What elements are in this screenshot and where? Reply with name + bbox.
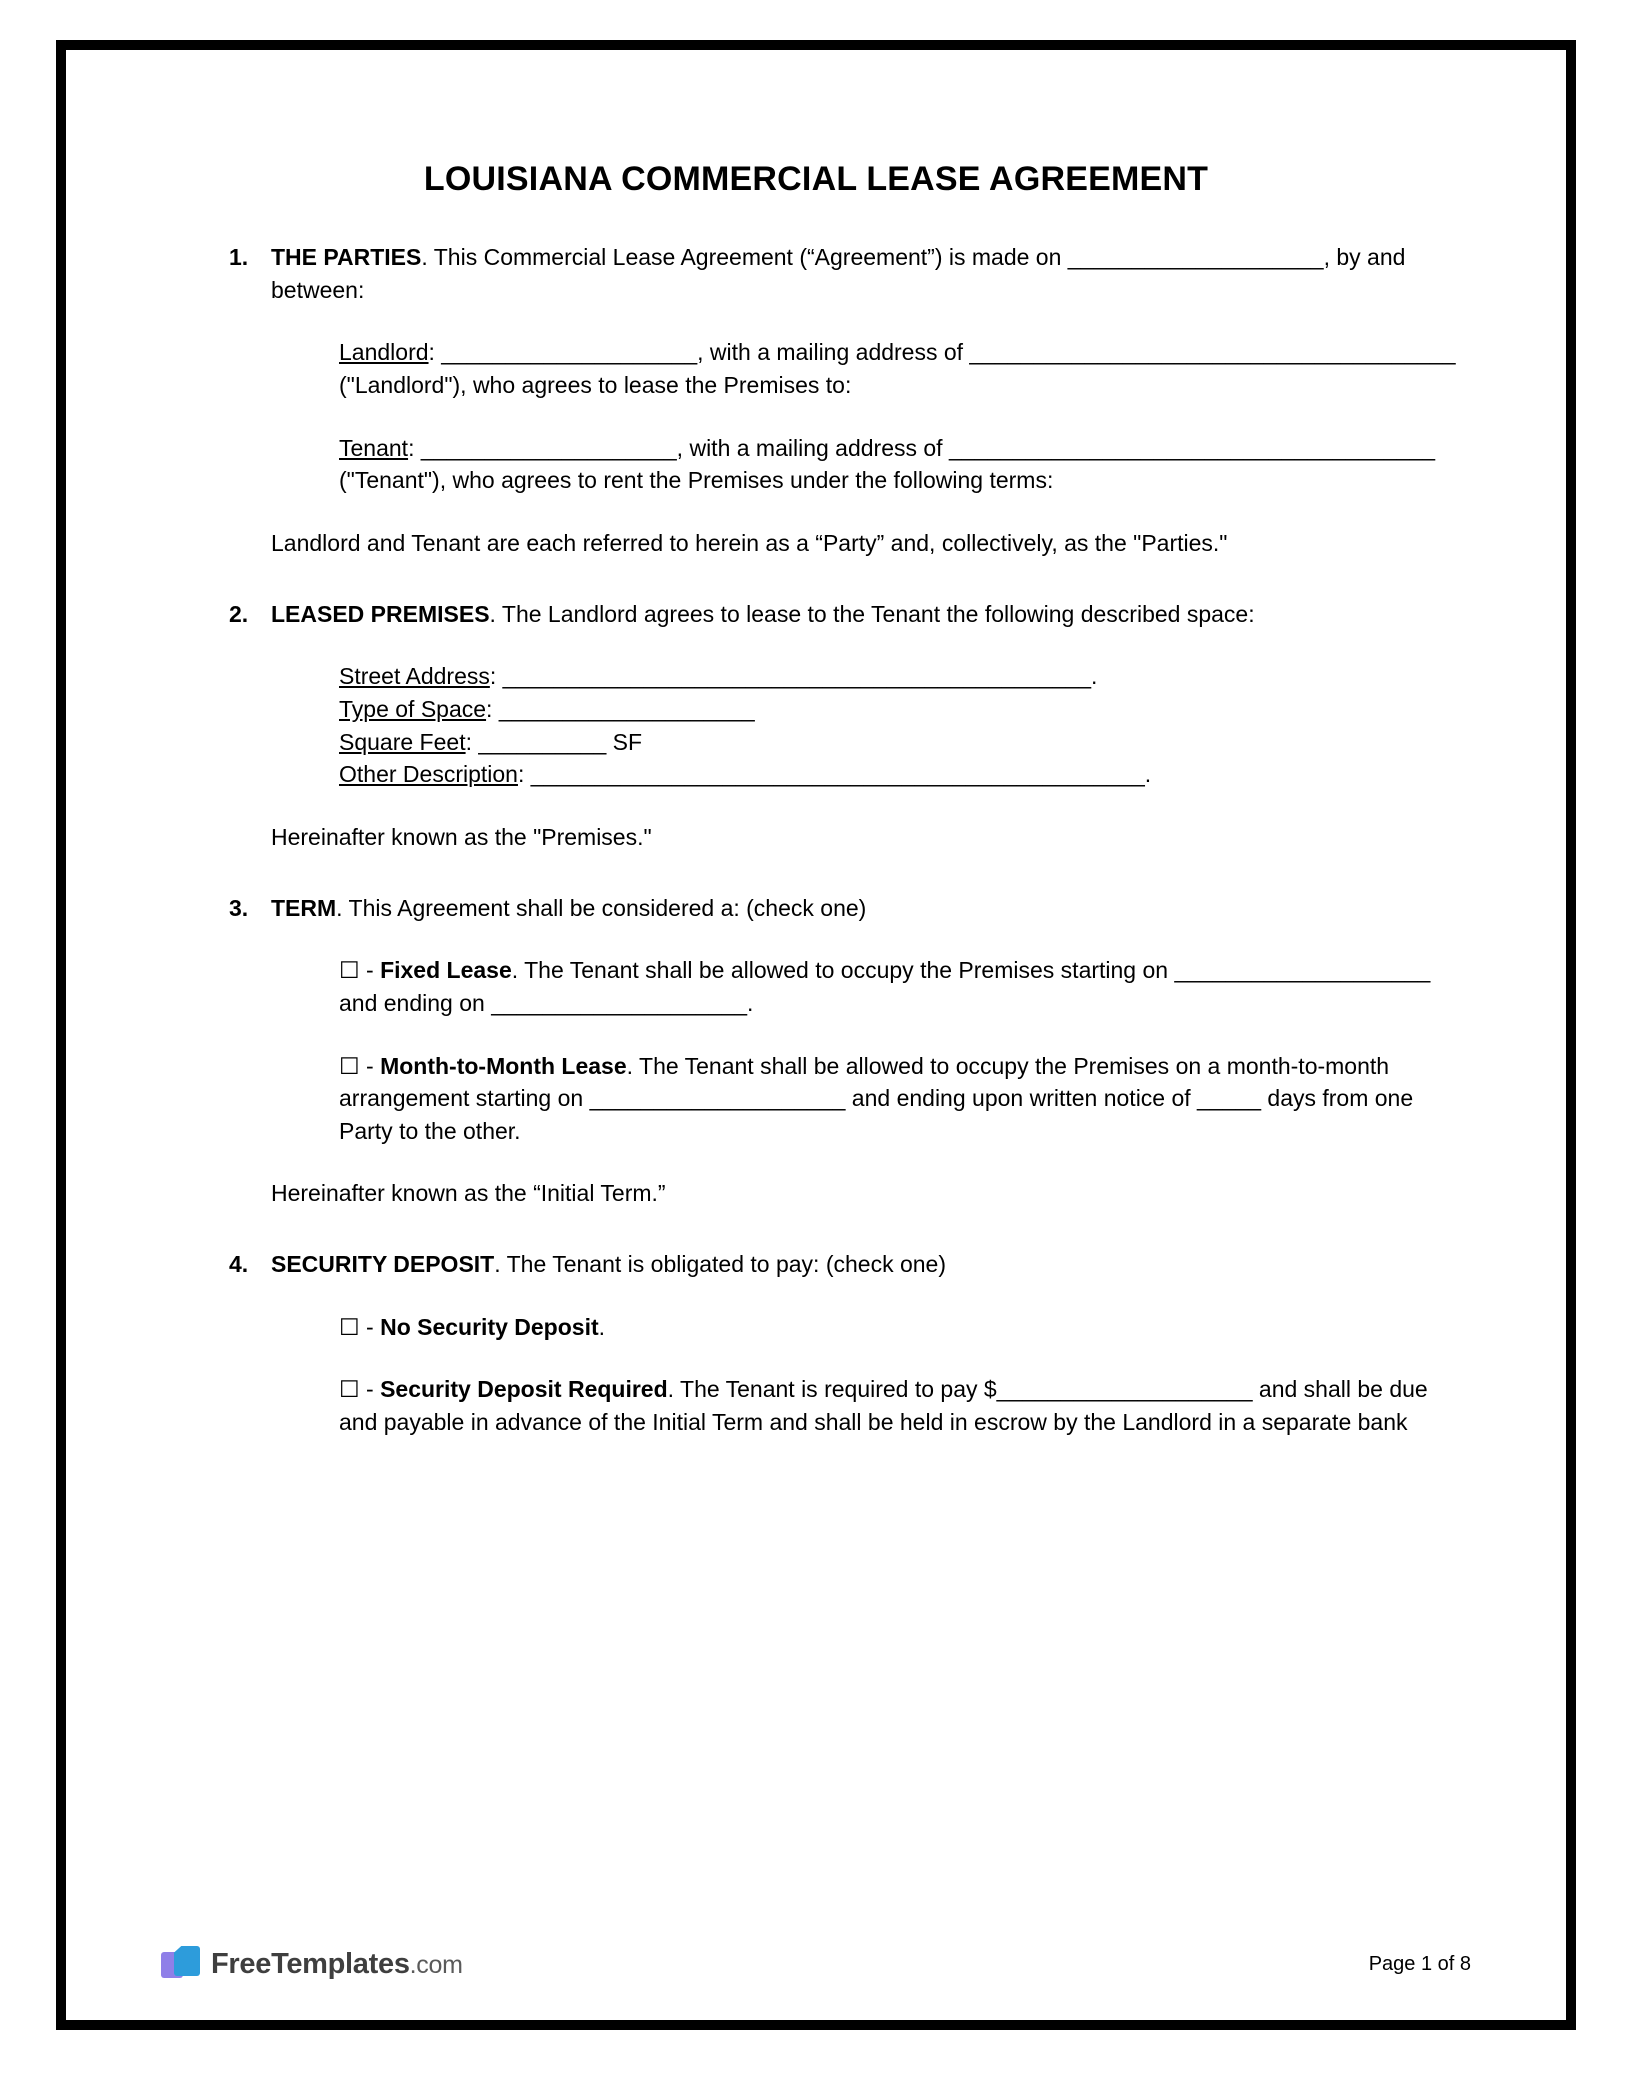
premises-field-other-label: Other Description (339, 761, 518, 788)
brand-free: Free (211, 1947, 272, 1980)
deposit-option-required-label: Security Deposit Required (380, 1376, 668, 1403)
clause-3-number: 3. (229, 894, 249, 921)
term-option-mtm-dash: - (359, 1052, 381, 1079)
page-number: Page 1 of 8 (1368, 1952, 1471, 1975)
premises-field-other-value: : ________________________________________________. (517, 761, 1152, 788)
premises-field-sqft (271, 726, 1471, 759)
clause-3-body (271, 892, 1471, 1211)
premises-field-other (271, 758, 1471, 791)
clause-4-body (271, 1248, 1471, 1439)
clause-1-heading: THE PARTIES (271, 244, 422, 270)
checkbox-security-deposit-required[interactable]: ☐ (339, 1376, 360, 1403)
clause-2-heading: LEASED PREMISES (271, 600, 490, 627)
term-option-fixed-text: . The Tenant shall be allowed to occupy the Premises starting on ____________________ and ending on ____________________. (339, 957, 1431, 1016)
clause-2-number: 2. (229, 600, 249, 627)
clause-3-heading: TERM (271, 894, 337, 921)
landlord-label: Landlord (339, 339, 429, 366)
clause-4-heading: SECURITY DEPOSIT (271, 1251, 495, 1278)
brand-wordmark (211, 1948, 463, 1981)
premises-field-street-value: : ______________________________________________. (489, 663, 1098, 690)
deposit-option-none-text: . (598, 1313, 606, 1340)
premises-field-sqft-value: : __________ SF (465, 728, 643, 755)
clause-2-intro (271, 598, 1471, 631)
premises-field-street-label: Street Address (339, 663, 490, 690)
landlord-line: : ____________________, with a mailing address of ______________________________________ ("Landlord"), who agrees to lease the Premises to: (339, 339, 1456, 398)
checkbox-month-to-month-lease[interactable]: ☐ (339, 1052, 360, 1079)
term-note: Hereinafter known as the “Initial Term.” (271, 1180, 666, 1207)
premises-note: Hereinafter known as the "Premises." (271, 823, 652, 850)
deposit-option-none-label: No Security Deposit (380, 1313, 599, 1340)
term-option-mtm-label: Month-to-Month Lease (380, 1052, 627, 1079)
clause-4 (161, 1248, 1471, 1439)
document-page (56, 40, 1576, 2030)
clause-4-intro (271, 1248, 1471, 1281)
clause-3 (161, 892, 1471, 1211)
freetemplates-logo-icon (161, 1944, 201, 1984)
deposit-option-none[interactable] (271, 1311, 1471, 1344)
checkbox-fixed-lease[interactable]: ☐ (339, 957, 360, 984)
clause-1-number: 1. (229, 244, 249, 270)
brand-templates: Templates (271, 1947, 410, 1980)
clause-1-intro (271, 241, 1471, 306)
clause-4-number: 4. (229, 1251, 249, 1278)
premises-field-sqft-label: Square Feet (339, 728, 466, 755)
premises-field-type-value: : ____________________ (486, 695, 755, 722)
term-option-fixed[interactable] (271, 954, 1471, 1019)
term-option-fixed-dash: - (359, 957, 381, 984)
term-option-mtm[interactable] (271, 1050, 1471, 1148)
tenant-line: : ____________________, with a mailing address of ______________________________________ ("Tenant"), who agrees to rent the Premises under the following terms: (339, 434, 1436, 494)
brand-logo[interactable] (161, 1944, 463, 1984)
clause-2 (161, 598, 1471, 854)
brand-com: .com (409, 1950, 463, 1979)
clause-1-body (271, 241, 1471, 560)
deposit-option-required[interactable] (271, 1373, 1471, 1438)
deposit-option-required-dash: - (359, 1376, 381, 1403)
landlord-block (271, 336, 1471, 401)
term-option-mtm-text: . The Tenant shall be allowed to occupy the Premises on a month-to-month arrangement starting on ____________________ and ending upon written notice of _____ days from one Party to the other. (339, 1052, 1414, 1144)
deposit-option-required-text: . The Tenant is required to pay $____________________ and shall be due and payable in advance of the Initial Term and shall be held in escrow by the Landlord in a separate bank (339, 1376, 1428, 1436)
tenant-block (271, 432, 1471, 497)
deposit-option-none-dash: - (359, 1313, 381, 1340)
clause-2-intro-text: . The Landlord agrees to lease to the Tenant the following described space: (489, 600, 1255, 627)
parties-note: Landlord and Tenant are each referred to herein as a “Party” and, collectively, as the "Parties." (271, 529, 1228, 556)
tenant-label: Tenant (339, 434, 409, 461)
premises-field-type (271, 693, 1471, 726)
premises-field-street (271, 660, 1471, 693)
checkbox-no-security-deposit[interactable]: ☐ (339, 1313, 360, 1340)
term-option-fixed-label: Fixed Lease (380, 957, 512, 984)
page-title: LOUISIANA COMMERCIAL LEASE AGREEMENT (423, 160, 1209, 198)
clause-1 (161, 241, 1471, 560)
clause-3-intro-text: . This Agreement shall be considered a: (check one) (336, 894, 867, 921)
page-footer (66, 1944, 1566, 1984)
clause-3-intro (271, 892, 1471, 925)
premises-field-type-label: Type of Space (339, 695, 487, 722)
clause-2-body (271, 598, 1471, 854)
clause-4-intro-text: . The Tenant is obligated to pay: (check one) (494, 1251, 947, 1278)
clause-1-intro-text: . This Commercial Lease Agreement (“Agreement”) is made on ____________________, by and between: (271, 244, 1406, 303)
document-sheet (66, 50, 1566, 2020)
